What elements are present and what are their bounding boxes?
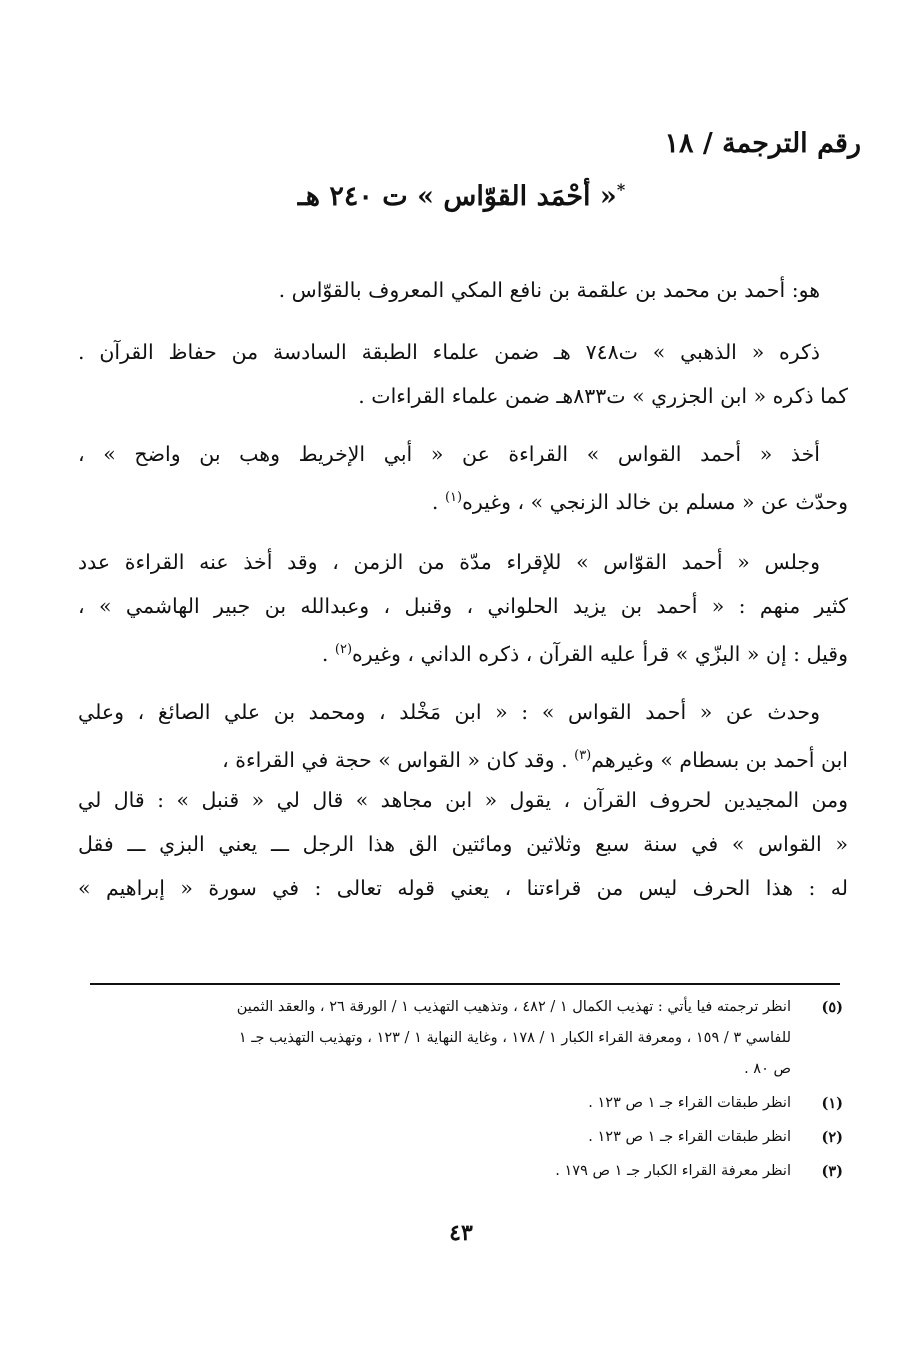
footnote-item (88, 992, 843, 1085)
footnote-text (88, 1122, 791, 1153)
paragraph-narrators (78, 690, 848, 910)
paragraph-line: ذكره « الذهبي » ت٧٤٨ هـ ضمن علماء الطبقة السادسة من حفاظ القرآن . (78, 340, 820, 364)
footnote-line: انظر طبقات القراء جـ ١ ص ١٢٣ . (588, 1129, 791, 1145)
paragraph-line (78, 476, 848, 520)
footnote-marker: (٣) (821, 1163, 843, 1180)
paragraph-line: له : هذا الحرف ليس من قراءتنا ، يعني قوله تعالى : في سورة « إبراهيم » (78, 876, 848, 900)
line-text: ابن أحمد بن بسطام » وغيرهم (591, 747, 848, 772)
paragraph-mentions (78, 330, 848, 418)
footnote-item (88, 1122, 843, 1153)
footnote-ref-1: (١) (444, 490, 463, 505)
footnote-line: انظر ترجمته فيا يأتي : تهذيب الكمال ١ / ٤٨٢ ، وتذهيب التهذيب ١ / الورقة ٢٦ ، والعقد الثمين (236, 999, 791, 1015)
title-text: « أحْمَد القوّاس » ت ٢٤٠ هـ (297, 181, 617, 212)
paragraph-line: كما ذكره « ابن الجزري » ت٨٣٣هـ ضمن علماء القراءات . (358, 384, 848, 408)
footnote-item (88, 1088, 843, 1119)
page-number: ٤٣ (449, 1220, 473, 1246)
footnote-text (88, 1088, 791, 1119)
paragraph-line: « القواس » في سنة سبع وثلاثين ومائتين الق هذا الرجل ـــ يعني البزي ـــ فقل (78, 832, 848, 856)
line-end: . (321, 641, 335, 666)
paragraph-line (78, 628, 848, 672)
footnote-item (88, 1156, 843, 1187)
footnote-text (88, 1156, 791, 1187)
paragraph-students (78, 540, 848, 672)
paragraph-line: هو: أحمد بن محمد بن علقمة بن نافع المكي المعروف بالقوّاس . (278, 278, 820, 302)
footnote-ref-3: (٣) (574, 748, 592, 763)
paragraph-identity (78, 268, 848, 312)
paragraph-line: وحدث عن « أحمد القواس » : « ابن مَخْلد ، ومحمد بن علي الصائغ ، وعلي (78, 700, 820, 724)
title-footnote-marker: * (616, 180, 626, 199)
footnote-line: انظر معرفة القراء الكبار جـ ١ ص ١٧٩ . (555, 1163, 791, 1179)
biography-title (120, 180, 803, 212)
line-end: . (431, 489, 445, 514)
footnotes (88, 992, 843, 1190)
paragraph-line: أخذ « أحمد القواس » القراءة عن « أبي الإخريط وهب بن واضح » ، (78, 442, 820, 466)
footnote-line: ص ٨٠ . (744, 1061, 791, 1077)
footnote-ref-2: (٢) (334, 642, 353, 657)
footnote-marker: (١) (821, 1095, 843, 1112)
line-text: وحدّث عن « مسلم بن خالد الزنجي » ، وغيره (462, 489, 848, 514)
paragraph-line (78, 734, 848, 778)
paragraph-teachers (78, 432, 848, 520)
footnote-divider (90, 983, 840, 985)
footnote-marker: (٢) (821, 1129, 843, 1146)
footnote-line: انظر طبقات القراء جـ ١ ص ١٢٣ . (588, 1095, 791, 1111)
footnote-marker: (٥) (821, 999, 843, 1016)
biography-number: رقم الترجمة / ١٨ (664, 128, 861, 159)
footnote-line: للفاسي ٣ / ١٥٩ ، ومعرفة القراء الكبار ١ / ١٧٨ ، وغاية النهاية ١ / ١٢٣ ، وتهذيب التهذيب جـ ١ (238, 1030, 791, 1046)
paragraph-line: وجلس « أحمد القوّاس » للإقراء مدّة من الزمن ، وقد أخذ عنه القراءة عدد (78, 550, 820, 574)
line-tail: . وقد كان « القواس » حجة في القراءة ، (222, 747, 575, 772)
line-text: وقيل : إن « البزّي » قرأ عليه القرآن ، ذكره الداني ، وغيره (352, 641, 848, 666)
paragraph-line: كثير منهم : « أحمد بن يزيد الحلواني ، وقنبل ، وعبدالله بن جبير الهاشمي » ، (78, 594, 848, 618)
footnote-text (88, 992, 791, 1085)
paragraph-line: ومن المجيدين لحروف القرآن ، يقول « ابن مجاهد » قال لي « قنبل » : قال لي (78, 788, 848, 812)
